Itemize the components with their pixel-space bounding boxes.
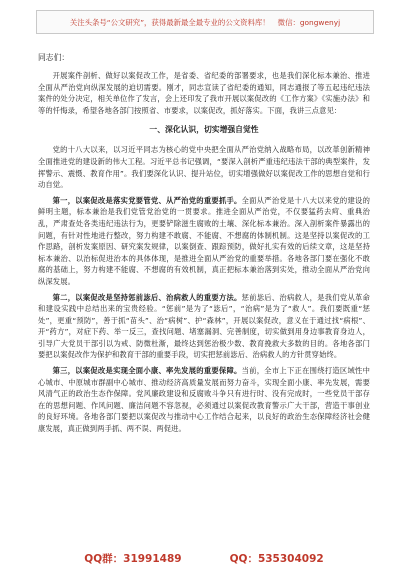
point-text-2: 惩前毖后、治病救人，是我们党从革命和建设实践中总结出来的宝贵经验。“惩前”是为了“毖后”，“治病”是为了“救人”。我们要既重“惩处”，更重“预防”，善于抓“苗头”、治“病树”、护“森林”，开展以案促改，意义在于通过找“病根”、开“药方”，对症下药、举一反三，查找问题、堵塞漏洞、完善制度，切实做到用身边事教育身边人，引导广大党员干部引以为戒、防微杜渐，最终达到惩治极少数、教育挽救大多数的目的。各地各部门要把以案促改作为保护和教育干部的重要手段，切实把惩前毖后、治病救人的方针贯穿始终。: [38, 292, 370, 360]
point-paragraph-1: [38, 195, 370, 288]
footer-qq: QQ：535304092: [229, 552, 324, 565]
point-text-3: 当前，全市上下正在围绕打造区域性中心城市、中原城市群副中心城市、推动经济高质量发展而努力奋斗，实现全面小康、率先发展，需要风清气正的政治生态作保障。党风廉政建设和反腐败斗争只有进行时、没有完成时，一些党员干部存在的思想问题、作风问题、廉洁问题不容忽视，必须通过以案促改教育警示广大干部，营造干事创业的良好环境。各地各部门要把以案促改与推动中心工作结合起来，以良好的政治生态保障经济社会健康发展，真正做到两手抓、两不误、两促进。: [38, 366, 370, 434]
point-text-1: 全面从严治党是十八大以来党的建设的鲜明主题，标本兼治是我们党管党治党的一贯要求。推进全面从严治党，不仅要猛药去疴、重典治乱，严肃查处各类违纪违法行为，更要铲除滋生腐败的土壤、深化标本兼治。深入剖析案件暴露出的问题，有针对性地进行整改，努力构建不敢腐、不能腐、不想腐的体制机制。这是坚持以案促改的工作思路，剖析发案原因、研究案发规律，以案倒查、跟踪预防，做好扎实有效的后续文章，这是坚持标本兼治、以治标促进治本的具体体现，是推进全面从严治党的重要举措。各地各部门要在强化不敢腐的基础上，努力构建不能腐、不想腐的有效机制，真正把标本兼治落到实处，推动全面从严治党向纵深发展。: [38, 195, 370, 286]
point-lead-3: 第三，以案促改是实现全面小康、率先发展的重要保障。: [52, 366, 242, 376]
banner-right-text: 微信：gongwenyj: [277, 17, 341, 27]
section-heading: 一、深化认识，切实增强自觉性: [149, 125, 259, 135]
document-body: [38, 52, 370, 538]
point-lead-2: 第二，以案促改是坚持惩前毖后、治病救人的重要方法。: [52, 292, 242, 302]
top-banner: [36, 10, 374, 34]
section-intro-paragraph: 党的十八大以来，以习近平同志为核心的党中央把全面从严治党纳入战略布局，以改革创新精神全面推进党的建设新的伟大工程。习近平总书记强调，“要深入剖析严重违纪违法干部的典型案件，发挥警示、震慑、教育作用”。我们要深化认识、提升站位，切实增强做好以案促改工作的思想自觉和行动自觉。: [38, 145, 370, 190]
point-paragraph-3: [38, 365, 370, 435]
point-paragraph-2: [38, 292, 370, 362]
point-lead-1: 第一，以案促改是落实党要管党、从严治党的重要抓手。: [52, 195, 242, 205]
footer-qq-group: QQ群：31991489: [84, 552, 182, 565]
banner-left-text: 关注头条号“公文研究”，获得最新最全最专业的公文资料库！: [69, 17, 270, 27]
greeting: 同志们：: [38, 53, 70, 62]
footer-contact: [36, 548, 372, 568]
intro-paragraph: 开展案件剖析、做好以案促改工作，是省委、省纪委的部署要求，也是我们深化标本兼治、推进全面从严治党向纵深发展的迫切需要。刚才，同志宣读了省纪委的通知，同志通报了等五起违纪违法案件的处分决定，相关单位作了发言，会上还印发了我市开展以案促改的《工作方案》《实施办法》和等的忏悔录，希望各地各部门按照省、市要求，以案促改，抓好落实。下面，我讲三点意见：: [38, 71, 370, 115]
